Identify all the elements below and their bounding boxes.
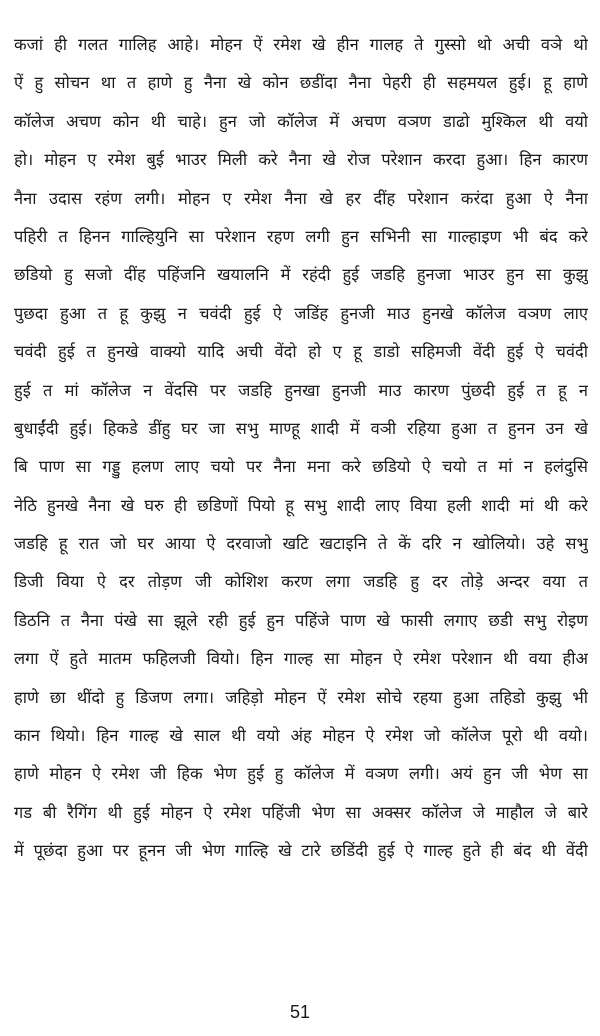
body-text bbox=[14, 26, 588, 871]
text-line: कजां ही गलत गालिह आहे। मोहन ऐं रमेश खे हीन गालह ते गुस्सो थो अची वञे थो bbox=[14, 35, 588, 54]
text-line: कान थियो। हिन गाल्ह खे साल थी वयो अंह मोहन ऐ रमेश जो कॉलेज पूरो थी वयो। bbox=[14, 726, 588, 746]
text-line: में पूछंदा हुआ पर हूनन जी भेण गाल्हि खे टारे छडिंदी हुई ऐ गाल्ह हुते ही बंद थी वेंदी bbox=[14, 841, 588, 861]
text-line: हाणे मोहन ऐ रमेश जी हिक भेण हुई हु कॉलेज में वञण लगी। अयं हुन जी भेण सा bbox=[14, 764, 588, 784]
page-number: 51 bbox=[289, 1002, 311, 1022]
text-line: नैना उदास रहंण लगी। मोहन ए रमेश नैना खे हर दींह परेशान करंदा हुआ ऐ नैना bbox=[14, 188, 588, 208]
text-line: जडहि हू रात जो घर आया ऐ दरवाजो खटि खटाइनि ते कें दरि न खोलियो। उहे सभु bbox=[14, 534, 588, 554]
text-line: हाणे छा थींदो हु डिजण लगा। जहिड़ो मोहन ऐं रमेश सोचे रहया हुआ तहिडो कुझु भी bbox=[14, 687, 588, 707]
text-line: ऐं हु सोचन था त हाणे हु नैना खे कोन छडींदा नैना पेहरी ही सहमयल हुई। हू हाणे bbox=[14, 73, 588, 93]
text-line: गड बी रैगिंग थी हुई मोहन ऐ रमेश पहिंजी भेण सा अक्सर कॉलेज जे माहौल जे बारे bbox=[14, 802, 588, 822]
text-line: लगा ऐं हुते मातम फहिलजी वियो। हिन गाल्ह सा मोहन ऐ रमेश परेशान थी वया हीअ bbox=[14, 649, 588, 669]
text-line: हुई त मां कॉलेज न वेंदसि पर जडहि हुनखा हुनजी माउ कारण पुंछदी हुई त हू न bbox=[14, 380, 588, 400]
text-line: पुछदा हुआ त हू कुझु न चवंदी हुई ऐ जडिंह हुनजी माउ हुनखे कॉलेज वञण लाए bbox=[14, 303, 588, 323]
text-line: बि पाण सा गड्डु हलण लाए चयो पर नैना मना करे छडियो ऐ चयो त मां न हलंदुसि bbox=[14, 457, 588, 477]
text-line: पहिरी त हिनन गाल्हियुनि सा परेशान रहण लगी हुन सभिनी सा गाल्हाइण भी बंद करे bbox=[14, 226, 588, 246]
text-line: चवंदी हुई त हुनखे वाक्यो यादि अची वेंदो हो ए हू डाडो सहिमजी वेंदी हुई ऐ चवंदी bbox=[14, 342, 588, 362]
text-line: छडियो हु सजो दींह पहिंजनि खयालनि में रहंदी हुई जडहि हुनजा भाउर हुन सा कुझु bbox=[14, 265, 588, 285]
text-line: डिठनि त नैना पंखे सा झूले रही हुई हुन पहिंजे पाण खे फासी लगाए छडी सभु रोइण bbox=[14, 610, 588, 630]
text-line: नेठि हुनखे नैना खे घरु ही छडिणों पियो हू सभु शादी लाए विया हली शादी मां थी करे bbox=[14, 495, 588, 515]
text-line: हो। मोहन ए रमेश बुई भाउर मिली करे नैना खे रोज परेशान करदा हुआ। हिन कारण bbox=[14, 150, 588, 170]
text-line: डिजी विया ऐ दर तोड़ण जी कोशिश करण लगा जडहि हु दर तोड़े अन्दर वया त bbox=[14, 572, 588, 592]
text-line: बुधाईंदी हुई। हिकडे डींहु घर जा सभु माण्हू शादी में वञी रहिया हुआ त हुनन उन खे bbox=[14, 418, 588, 438]
text-line: कॉलेज अचण कोन थी चाहे। हुन जो कॉलेज में अचण वञण डाढो मुश्किल थी वयो bbox=[14, 111, 588, 131]
